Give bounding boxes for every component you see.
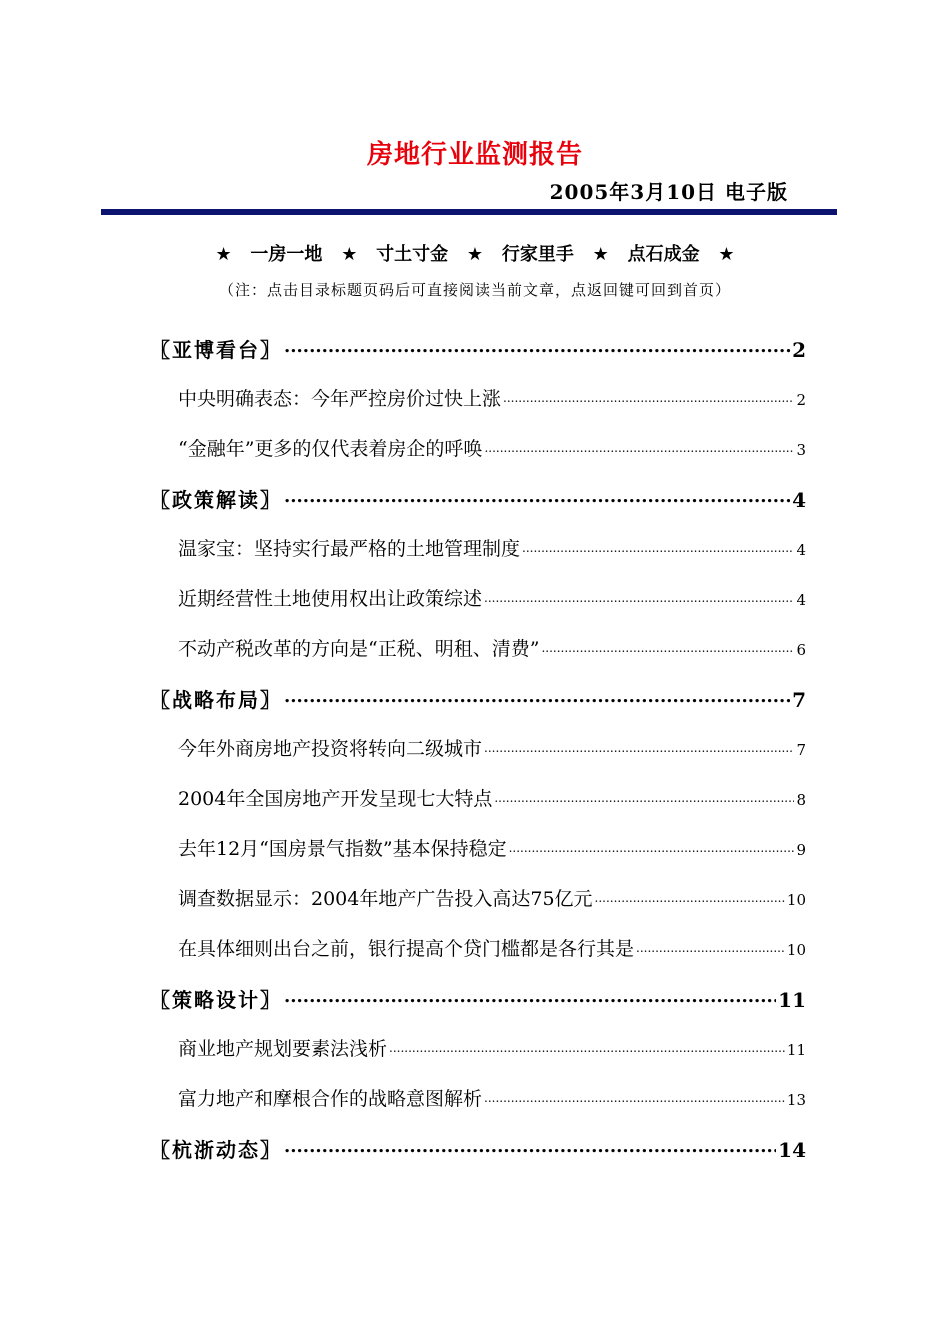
dot-leader [284, 687, 790, 707]
toc-section-link[interactable] [150, 684, 806, 734]
toc-page-number[interactable]: 9 [796, 841, 806, 859]
dot-leader [284, 1137, 776, 1157]
dot-leader [389, 1036, 785, 1055]
dot-leader [284, 487, 790, 507]
toc-entry-link[interactable] [150, 534, 806, 584]
dot-leader [484, 436, 794, 455]
dot-leader [636, 936, 785, 955]
toc-entry-link[interactable] [150, 834, 806, 884]
toc-page-number[interactable]: 4 [792, 488, 806, 512]
toc-page-number[interactable]: 7 [796, 741, 806, 759]
toc-entry-label: 温家宝：坚持实行最严格的土地管理制度 [178, 538, 521, 560]
toc-section-link[interactable] [150, 1134, 806, 1184]
toc-entry-link[interactable] [150, 1034, 806, 1084]
toc-section-label: 〖亚博看台〗 [150, 338, 282, 362]
toc-entry-label: 中央明确表态：今年严控房价过快上涨 [178, 388, 502, 410]
toc-page-number[interactable]: 11 [786, 1041, 806, 1059]
toc-entry-label: 近期经营性土地使用权出让政策综述 [178, 588, 483, 610]
toc-entry-link[interactable] [150, 384, 806, 434]
dot-leader [522, 536, 794, 555]
toc-page-number[interactable]: 10 [786, 941, 806, 959]
toc-section-label: 〖策略设计〗 [150, 988, 282, 1012]
toc-entry-label: 去年12月“国房景气指数”基本保持稳定 [178, 838, 507, 860]
toc-page-number[interactable]: 6 [796, 641, 806, 659]
navigation-note: （注：点击目录标题页码后可直接阅读当前文章，点返回键可回到首页） [218, 281, 731, 299]
dot-leader [484, 736, 794, 755]
toc-entry-link[interactable] [150, 1084, 806, 1134]
toc-entry-label: 在具体细则出台之前，银行提高个贷门槛都是各行其是 [178, 938, 635, 960]
toc-page-number[interactable]: 2 [796, 391, 806, 409]
toc-page-number[interactable]: 3 [796, 441, 806, 459]
toc-section-link[interactable] [150, 984, 806, 1034]
dot-leader [484, 586, 794, 605]
dot-leader [494, 786, 794, 805]
toc-entry-link[interactable] [150, 634, 806, 684]
toc-section-link[interactable] [150, 484, 806, 534]
toc-page-number[interactable]: 7 [792, 688, 806, 712]
dot-leader [284, 337, 790, 357]
dot-leader [595, 886, 785, 905]
toc-page-number[interactable]: 4 [796, 541, 806, 559]
date-edition: 2005年3月10日 电子版 [549, 180, 788, 204]
dot-leader [509, 836, 795, 855]
dot-leader [484, 1086, 785, 1105]
toc-entry-link[interactable] [150, 884, 806, 934]
toc-entry-label: 富力地产和摩根合作的战略意图解析 [178, 1088, 483, 1110]
toc-entry-link[interactable] [150, 584, 806, 634]
slogan: ★ 一房一地 ★ 寸土寸金 ★ 行家里手 ★ 点石成金 ★ [215, 244, 735, 265]
toc-entry-link[interactable] [150, 784, 806, 834]
toc-entry-label: 商业地产规划要素法浅析 [178, 1038, 388, 1060]
toc-page-number[interactable]: 11 [778, 988, 806, 1012]
report-title: 房地行业监测报告 [366, 140, 583, 170]
toc-page-number[interactable]: 8 [796, 791, 806, 809]
toc-entry-link[interactable] [150, 434, 806, 484]
dot-leader [541, 636, 794, 655]
toc-section-label: 〖政策解读〗 [150, 488, 282, 512]
toc-entry-label: 今年外商房地产投资将转向二级城市 [178, 738, 483, 760]
toc-page-number[interactable]: 13 [786, 1091, 806, 1109]
toc-entry-label: 不动产税改革的方向是“正税、明租、清费” [178, 638, 540, 660]
toc-entry-label: 调查数据显示：2004年地产广告投入高达75亿元 [178, 888, 593, 910]
table-of-contents [150, 334, 806, 1184]
dot-leader [503, 386, 794, 405]
toc-page-number[interactable]: 2 [792, 338, 806, 362]
toc-page-number[interactable]: 10 [786, 891, 806, 909]
toc-entry-label: 2004年全国房地产开发呈现七大特点 [178, 788, 493, 810]
toc-section-link[interactable] [150, 334, 806, 384]
toc-section-label: 〖战略布局〗 [150, 688, 282, 712]
toc-page-number[interactable]: 14 [778, 1138, 806, 1162]
toc-entry-link[interactable] [150, 934, 806, 984]
header-divider [101, 209, 837, 215]
toc-entry-link[interactable] [150, 734, 806, 784]
toc-page-number[interactable]: 4 [796, 591, 806, 609]
toc-section-label: 〖杭浙动态〗 [150, 1138, 282, 1162]
dot-leader [284, 987, 776, 1007]
toc-entry-label: “金融年”更多的仅代表着房企的呼唤 [178, 438, 483, 460]
